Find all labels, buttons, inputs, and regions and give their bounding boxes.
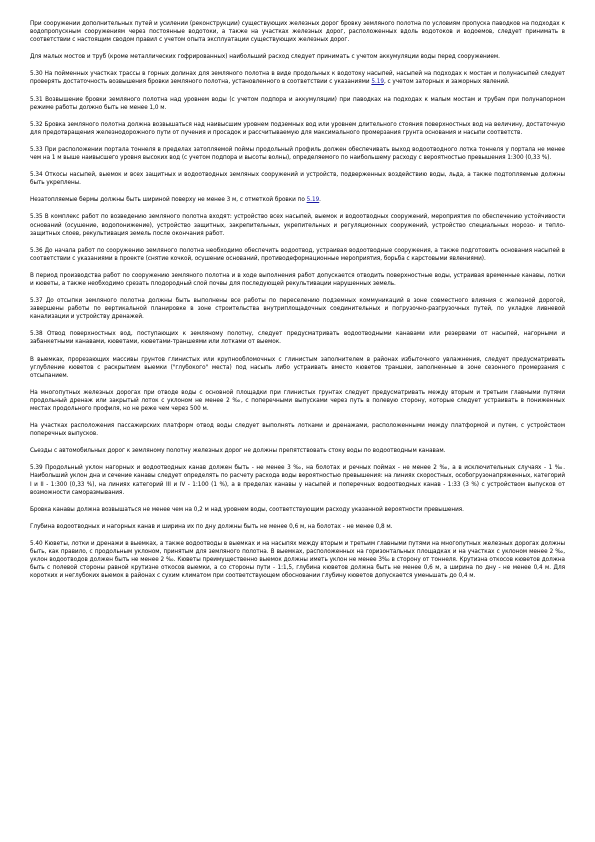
paragraph xyxy=(30,356,565,380)
paragraph-text: Бровка канавы должна возвышаться не менее чем на 0,2 м над уровнем воды, соответствующим расходу указанной вероятности превышения. xyxy=(30,506,464,513)
paragraph-text: 5.35 В комплекс работ по возведению земляного полотна входят: устройство всех насыпей, выемок и водоотводных сооружений, мероприятия по обеспечению устойчивости оснований (осушение, водопонижение), устройство защитных, закрепительных, укрепительных и регуляционных сооружений, устройство специальных морозо- и тепло-защитных слоев, рекультивация земель после окончания работ. xyxy=(30,214,565,237)
paragraph xyxy=(30,523,565,531)
paragraph-text: 5.34 Откосы насыпей, выемок и всех защитных и водоотводных земляных сооружений и устройств, подверженных воздействию воды, льда, а также подтопляемые должны быть укреплены. xyxy=(30,172,565,187)
paragraph-text: На участках расположения пассажирских платформ отвод воды следует выполнять лотками и дренажами, расположенными между платформой и путем, с устройством поперечных выпусков. xyxy=(30,423,565,438)
paragraph-text: 5.36 До начала работ по сооружению земляного полотна необходимо обеспечить водоотвод, устраивая водоотводные сооружения, а также подготовить основания насыпей в соответствии с указаниями в проекте (снятие кочкой, осушение оснований, противодеформационные мероприятия, борьба с карстовыми явлениями). xyxy=(30,247,565,262)
section-reference-link[interactable]: 5.19 xyxy=(371,79,384,86)
paragraph-text: В выемках, прорезающих массивы грунтов глинистых или крупнообломочных с глинистым заполнителем в районах избыточного увлажнения, следует предусматривать углубление кюветов с раскрытием выемки ("глубокого" места) под насыпь либо устраивать вместо кюветов траншеи, заполненные в зоне сезонного промерзания с отсыпанием. xyxy=(30,356,565,379)
paragraph-text: В период производства работ по сооружению земляного полотна и в ходе выполнения работ допускается отводить поверхностные воды, устраивая временные канавы, лотки и кюветы, а также необходимо срезать плодородный слой почвы для последующей рекультивации нарушенных земель. xyxy=(30,272,565,287)
paragraph-text: 5.40 Кюветы, лотки и дренажи в выемках, а также водоотводы в выемках и на насыпях между вторым и третьим главными путями на многопутных железных дорогах должны быть, как правило, с продольным уклоном, принятым для земляного полотна. В выемках, расположенных на горизонтальных площадках и на участках с уклоном менее 2 ‰, уклон водоотводов должен быть не менее 2 ‰. Кюветы преимущественно выемок должны иметь уклон не менее 3‰ в сторону от тоннеля. Крутизна откосов кюветов должна быть с полевой стороны равной крутизне откосов выемки, а со стороны пути - 1:1,5, глубина кюветов должна быть не менее 0,6 м, а ширина по дну - не менее 0,4 м. Для коротких и неглубоких выемок в районах с сухим климатом при соответствующем обосновании глубину кюветов допускается уменьшать до 0,4 м. xyxy=(30,540,565,580)
paragraph-text: 5.37 До отсыпки земляного полотна должны быть выполнены все работы по переселению подземных коммуникаций в зоне совместного влияния с железной дорогой, завершены работы по вертикальной планировке в зоне строительства внутриплощадочных соединительных и погрузочно-разгрузочных путей, по укладке ливневой канализации и устройству дренажей. xyxy=(30,298,565,321)
paragraph xyxy=(30,96,565,112)
paragraph-text: При сооружении дополнительных путей и усилении (реконструкции) существующих железных дорог бровку земляного полотна по условиям пропуска паводков на подходах к водопропускным сооружениям через постоянные водотоки, а также на участках железных дорог, расположенных вдоль водотоков и водоемов, следует принимать в соответствии с настоящим сводом правил с учетом опыта эксплуатации существующих железных дорог. xyxy=(30,21,565,44)
paragraph xyxy=(30,422,565,438)
paragraph-text: 5.32 Бровка земляного полотна должна возвышаться над наивысшим уровнем подземных вод или уровнем длительного стояния поверхностных вод на величину, достаточную для предотвращения железнодорожного пути от пучения и просадок и рассчитываемую для максимального промерзания грунта основания и насыпи соответств. xyxy=(30,121,565,136)
paragraph xyxy=(30,297,565,321)
paragraph-text: Незатопляемые бермы должны быть шириной поверху не менее 3 м, с отметкой бровки по xyxy=(30,197,307,204)
paragraph xyxy=(30,213,565,237)
paragraph-text: 5.30 На пойменных участках трассы в горных долинах для земляного полотна в виде продольных к водотоку насыпей, насыпей на подходах к мостам и полунасыпей следует проверять достаточность возвышения бровки земляного полотна, установленного в соответствии с указаниями xyxy=(30,71,565,86)
paragraph xyxy=(30,389,565,413)
paragraph xyxy=(30,330,565,346)
paragraph-text: Глубина водоотводных и нагорных канав и ширина их по дну должны быть не менее 0,6 м, на болотах - не менее 0,8 м. xyxy=(30,523,393,530)
paragraph-text: 5.39 Продольный уклон нагорных и водоотводных канав должен быть - не менее 3 ‰, на болотах и речных поймах - не менее 2 ‰, а в исключительных случаях - 1 ‰. Наибольший уклон дна и сечение канавы следует определять по расчету расхода воды вероятностью превышения: на линиях скоростных, особогрузонапряженных, категорий I и II - 1:300 (0,33 %), на линиях категорий III и IV - 1:100 (1 %), а в пределах канавы у насыпей и поперечных водоотводных канав - 1:33 (3 %) с устройством выпусков от возможности саморазмывания. xyxy=(30,465,565,496)
paragraph-text: 5.33 При расположении портала тоннеля в пределах затопляемой поймы продольный профиль должен обеспечивать выход водоотводного лотка тоннеля у портала не менее чем на 1 м выше наивысшего уровня высоких вод (с учетом подпора и высоты волны), определяемого по наибольшему расходу с вероятностью превышения 1:300 (0,33 %). xyxy=(30,146,565,162)
paragraph-text: На многопутных железных дорогах при отводе воды с основной площадки при глинистых грунтах следует предусматривать между вторым и третьим главными путями продольный дренаж или закрытый лоток с уклоном не менее 2 ‰, с поперечными выпусками через путь в полевую сторону, которые следует устраивать в пониженных местах продольного профиля, но не реже чем через 500 м. xyxy=(30,389,565,412)
paragraph xyxy=(30,53,565,61)
paragraph xyxy=(30,146,565,162)
paragraph xyxy=(30,196,565,204)
paragraph-text: Для малых мостов и труб (кроме металлических гофрированных) наибольший расход следует принимать с учетом аккумуляции воды перед сооружением. xyxy=(30,54,500,61)
paragraph-text: 5.38 Отвод поверхностных вод, поступающих к земляному полотну, следует предусматривать водоотводными канавами или резервами от насыпей, нагорными и забанкетными канавами, кюветами, кюветами-траншеями или лотками от выемок. xyxy=(30,331,565,346)
paragraph xyxy=(30,20,565,44)
document-page xyxy=(30,20,565,589)
paragraph xyxy=(30,70,565,86)
paragraph xyxy=(30,464,565,496)
paragraph xyxy=(30,447,565,455)
section-reference-link[interactable]: 5.19 xyxy=(306,197,320,204)
paragraph xyxy=(30,540,565,580)
paragraph-text: , с учетом заторных и зажорных явлений. xyxy=(383,79,510,86)
paragraph xyxy=(30,247,565,263)
paragraph-text: Сьезды с автомобильных дорог к земляному полотну железных дорог не должны препятствовать стоку воды по водоотводным канавам. xyxy=(30,448,446,455)
paragraph xyxy=(30,171,565,187)
paragraph xyxy=(30,272,565,288)
paragraph xyxy=(30,121,565,137)
paragraph-text: 5.31 Возвышение бровки земляного полотна над уровнем воды (с учетом подпора и аккумуляции) при паводках на подходах к малым мостам и трубам при полунапорном режиме работы должно быть не менее 1,0 м. xyxy=(30,96,565,111)
paragraph xyxy=(30,506,565,514)
paragraph-text: . xyxy=(319,197,321,204)
